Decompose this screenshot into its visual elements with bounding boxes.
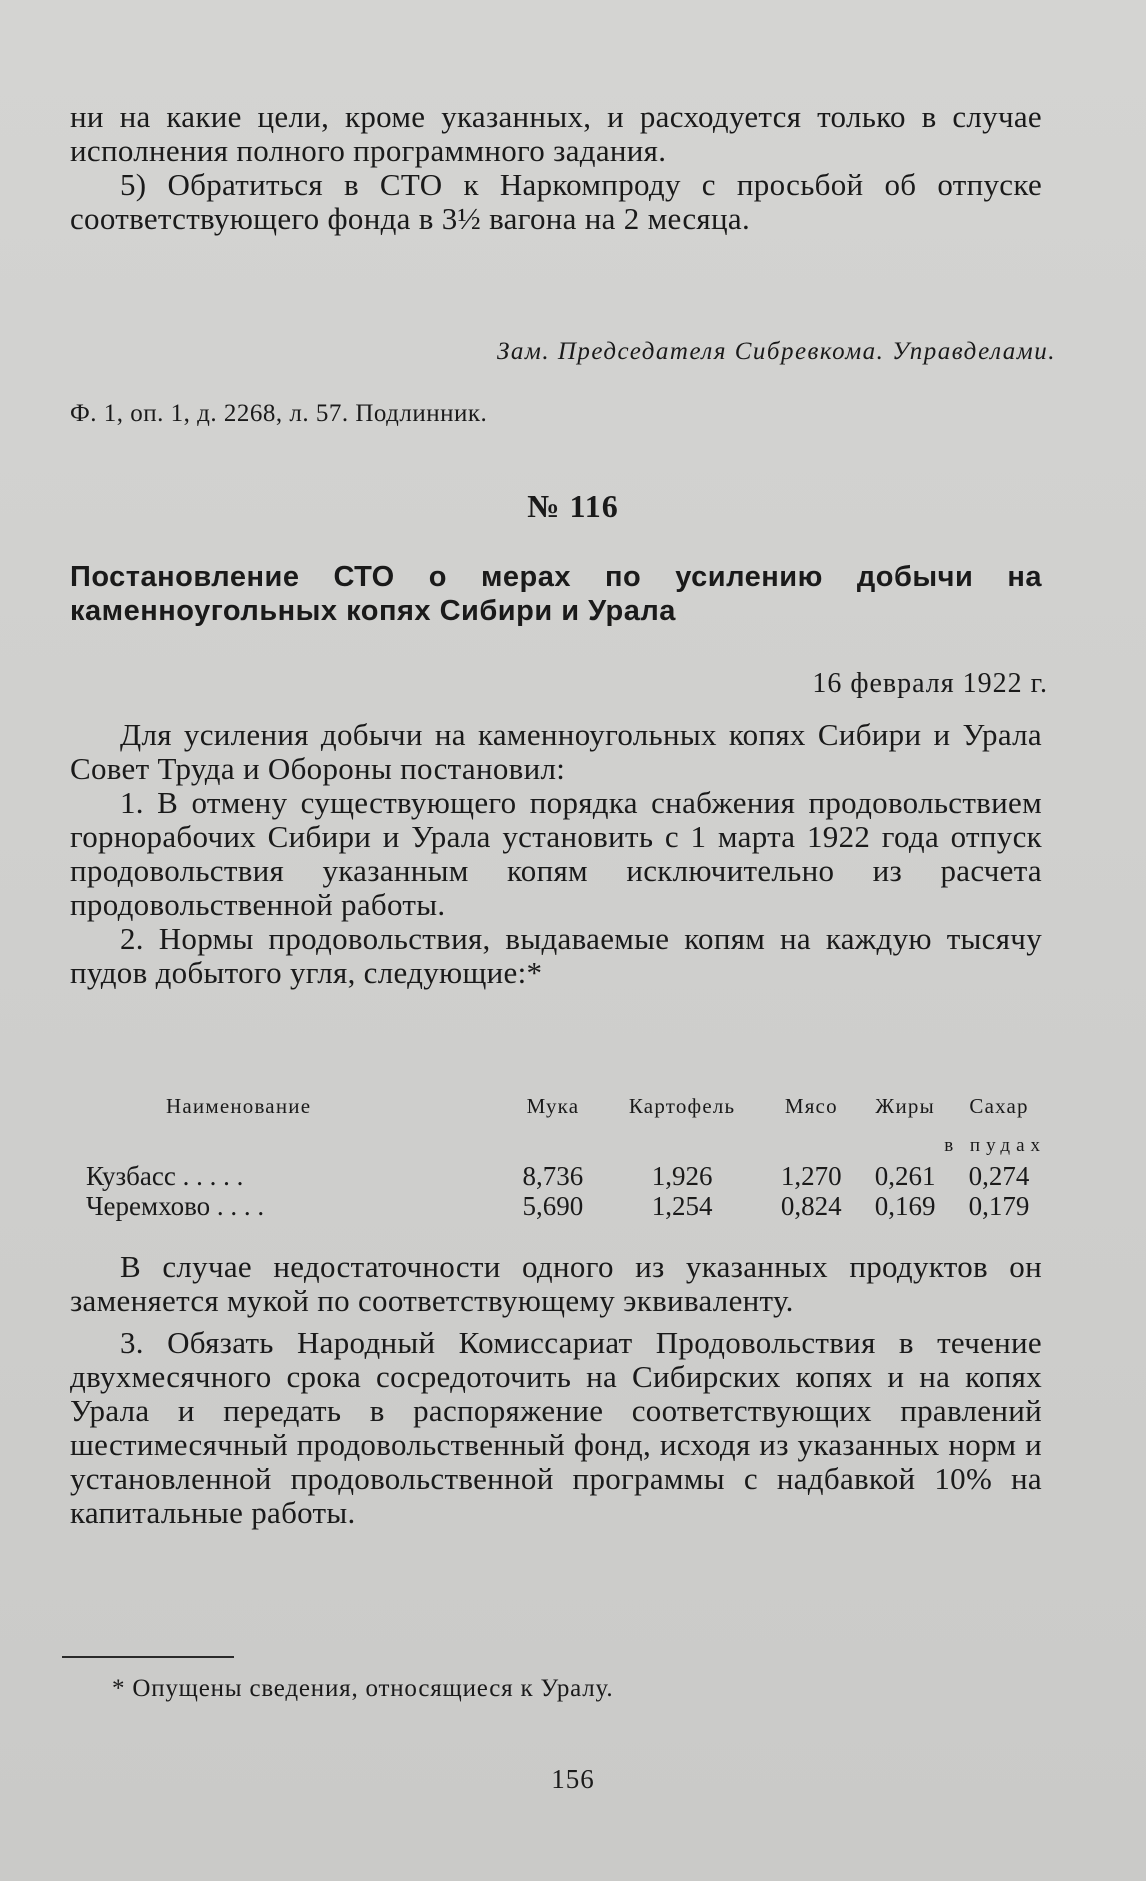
row-name: Кузбасс . . . . . bbox=[86, 1161, 244, 1191]
header-flour: Мука bbox=[526, 1094, 580, 1118]
table-row bbox=[86, 1161, 1046, 1191]
page-number: 156 bbox=[551, 1764, 595, 1794]
table-header-row bbox=[86, 1094, 1046, 1131]
cell-flour: 5,690 bbox=[522, 1191, 584, 1221]
signature-line: Зам. Председателя Сибревкома. Управделами. bbox=[497, 338, 1056, 365]
ration-norms-table bbox=[86, 1094, 1046, 1221]
header-name: Наименование bbox=[166, 1094, 312, 1118]
cell-sugar: 0,274 bbox=[968, 1161, 1030, 1191]
document-title: Постановление СТО о мерах по усилению добычи на каменноугольных копях Сибири и Урала bbox=[70, 561, 1042, 627]
cell-flour: 8,736 bbox=[522, 1161, 584, 1191]
substitution-paragraph: В случае недостаточности одного из указанных продуктов он заменяется мукой по соответствующему эквиваленту. bbox=[70, 1249, 1042, 1318]
cell-potato: 1,254 bbox=[651, 1191, 713, 1221]
cell-fats: 0,169 bbox=[874, 1191, 936, 1221]
top-text-block bbox=[70, 100, 1042, 236]
unit-row bbox=[86, 1131, 1046, 1161]
cell-meat: 1,270 bbox=[780, 1161, 842, 1191]
header-fats: Жиры bbox=[875, 1094, 935, 1118]
cell-meat: 0,824 bbox=[780, 1191, 842, 1221]
archive-reference: Ф. 1, оп. 1, д. 2268, л. 57. Подлинник. bbox=[70, 400, 488, 427]
header-potato: Картофель bbox=[628, 1094, 736, 1118]
point-2-paragraph: 2. Нормы продовольствия, выдаваемые копям на каждую тысячу пудов добытого угля, следующие:* bbox=[70, 921, 1042, 990]
footnote: * Опущены сведения, относящиеся к Уралу. bbox=[112, 1675, 614, 1702]
unit-label: в пудах bbox=[944, 1135, 1046, 1156]
main-text-block bbox=[70, 718, 1042, 990]
header-meat: Мясо bbox=[784, 1094, 838, 1118]
point-1-paragraph: 1. В отмену существующего порядка снабжения продовольствием горнорабочих Сибири и Урала установить с 1 марта 1922 года отпуск продовольствия указанным копям исключительно из расчета продовольственной работы. bbox=[70, 785, 1042, 922]
paragraph-5: 5) Обратиться в СТО к Наркомпроду с просьбой об отпуске соответствующего фонда в 3½ вагона на 2 месяца. bbox=[70, 167, 1042, 236]
row-name: Черемхово . . . . bbox=[86, 1191, 265, 1221]
continued-paragraph: ни на какие цели, кроме указанных, и расходуется только в случае исполнения полного программного задания. bbox=[70, 99, 1042, 168]
table-row bbox=[86, 1191, 1046, 1221]
cell-sugar: 0,179 bbox=[968, 1191, 1030, 1221]
intro-paragraph: Для усиления добычи на каменноугольных копях Сибири и Урала Совет Труда и Обороны постановил: bbox=[70, 717, 1042, 786]
header-sugar: Сахар bbox=[969, 1094, 1029, 1118]
footnote-divider bbox=[62, 1656, 234, 1658]
document-number: № 116 bbox=[527, 488, 619, 524]
closing-text-block bbox=[70, 1250, 1042, 1530]
point-3-paragraph: 3. Обязать Народный Комиссариат Продовольствия в течение двухмесячного срока сосредоточить на Сибирских копях и на копях Урала и передать в распоряжение соответствующих правлений шестимесячный продовольственный фонд, исходя из указанных норм и установленной продовольственной программы с надбавкой 10% на капитальные работы. bbox=[70, 1325, 1042, 1530]
cell-fats: 0,261 bbox=[874, 1161, 936, 1191]
cell-potato: 1,926 bbox=[651, 1161, 713, 1191]
document-date: 16 февраля 1922 г. bbox=[812, 668, 1048, 699]
